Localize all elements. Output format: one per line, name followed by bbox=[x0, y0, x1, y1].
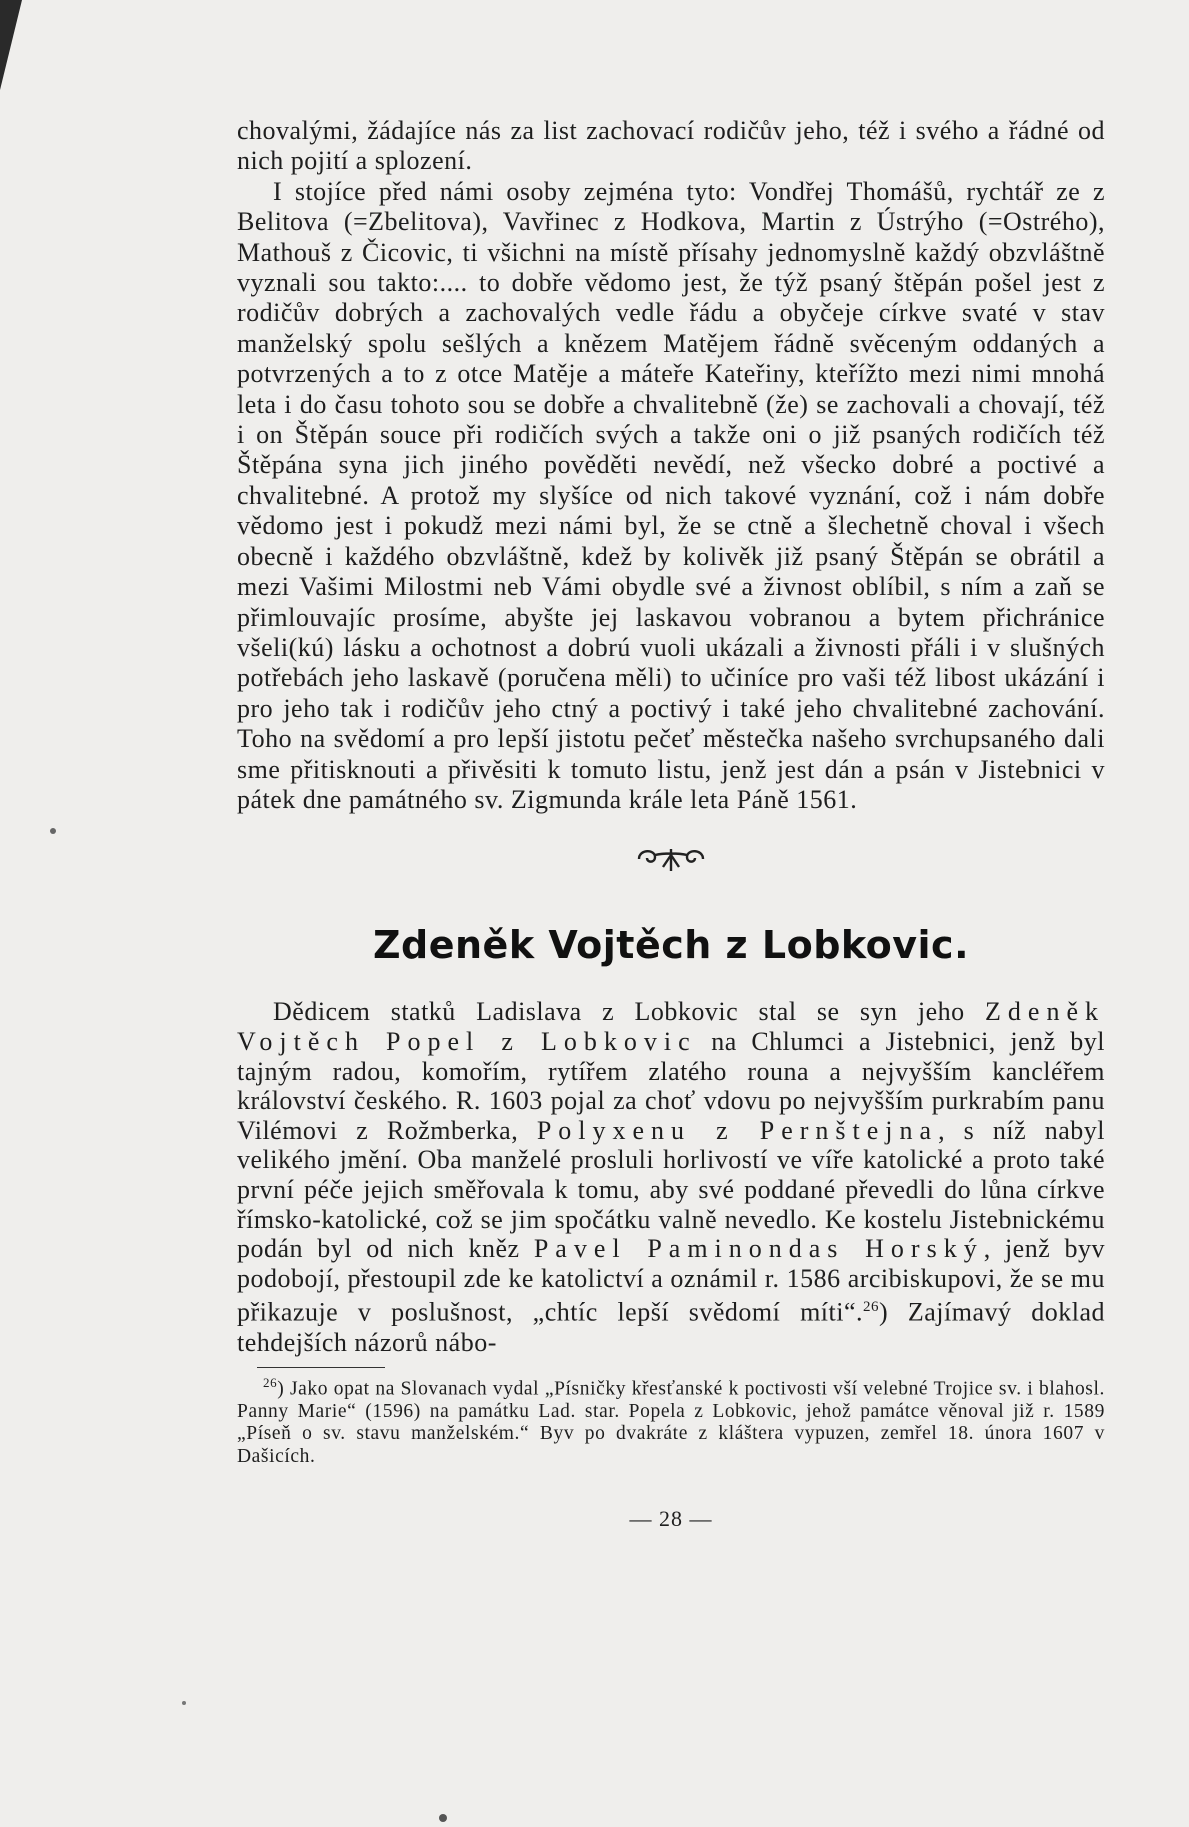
speck-mark bbox=[439, 1814, 447, 1822]
footnote-reference: 26 bbox=[863, 1299, 880, 1316]
person-name-pavel: Pavel Paminondas Horský bbox=[533, 1234, 984, 1264]
person-name-zdenek: Zdeněk Vojtěch Popel z Lobkovic bbox=[237, 997, 1105, 1056]
footnote-text: ) Jako opat na Slovanach vydal „Písničky křesťanské k poctivosti vší velebné Trojice sv. i blahosl. Panny Marie“ (1596) na památku Lad. star. Popela z Lobkovic, jehož památce věnoval již r. 1589 „Píseň o sv. stavu manželském.“ Byv po dvakráte z kláštera vypuzen, zemřel 18. února 1607 v Dašicích. bbox=[237, 1378, 1105, 1467]
paragraph-2: I stojíce před námi osoby zejména tyto: Vondřej Thomášů, rychtář ze z Belitova (=Zbelitova), Vavřinec z Hodkova, Martin z Ústrýho (=Ostrého), Mathouš z Čicovic, ti všichni na místě přísahy jednomyslně každý obzvláštně vyznali sou takto:.... to dobře vědomo jest, že týž psaný štěpán pošel jest z rodičův dobrých a zachovalých vedle řádu a obyčeje církve svaté v stav manželský spolu sešlých a knězem Matějem řádně svěceným oddaných a potvrzených a to z otce Matěje a máteře Kateřiny, kteřížto mezi nimi mnohá leta i do času tohoto sou se dobře a chvalitebně (že) se zachovali a chovají, též i on Štěpán souce při rodičích svých a takže oni o již psaných rodičích též Štěpána syna jich jiného pověděti nevědí, než všecko dobré a poctivé a chvalitebné. A protož my slyšíce od nich takové vyznání, což i nám dobře vědomo jest i pokudž mezi námi byl, že se ctně a šlechetně choval i všech obecně i každého obzvláštně, kdež by kolivěk již psaný Štěpán se obrátil a mezi Vašimi Milostmi neb Vámi obydle své a živnost oblíbil, s ním a zaň se přimlouvajíc prosíme, abyšte jej laskavou vobranou a bytem přichránice všeli(kú) lásku a ochotnost a dobrú vuoli ukázali a živnosti přáli i v slušných potřebách jeho laskavě (poručena měli) to učiníce pro vaši též libost ukázání i pro jeho tak i rodičův jeho ctný a poctivý i také jeho chvalitebné zachování. Toho na svědomí a pro lepší jistotu pečeť městečka našeho svrchupsaného dali sme přitisknouti a přivěsiti k tomuto listu, jenž jest dán a psán v Jistebnici v pátek dne památného sv. Zigmunda krále leta Páně 1561. bbox=[237, 176, 1105, 814]
person-name-polyxena: Polyxenu z Pernštejna bbox=[536, 1115, 939, 1145]
chapter-text-part: ) Zajímavý doklad tehdejších názorů nábo- bbox=[237, 1297, 1105, 1357]
page-number: — 28 — bbox=[629, 1506, 713, 1532]
chapter-text-part: , s níž nabyl velikého jmění. Oba manželé prosluli horlivostí ve víře katolické a proto také první péče jejich směřovala k tomu, aby své poddané převedli do lůna církve římsko-katolické, což se jim spočátku valně nevedlo. Ke kostelu Jistebnickému podán byl od nich kněz bbox=[237, 1115, 1105, 1264]
paragraph-1: chovalými, žádajíce nás za list zachovací rodičův jeho, též i svého a řádné od nich pojití a splození. bbox=[237, 116, 1105, 176]
chapter-heading: Zdeněk Vojtěch z Lobkovic. bbox=[372, 923, 970, 968]
speck-mark bbox=[182, 1701, 186, 1705]
chapter-text-part: Dědicem statků Ladislava z Lobkovic stal se syn jeho bbox=[273, 997, 986, 1027]
footnote-marker: 26 bbox=[263, 1375, 278, 1391]
chapter-text-part: , jenž byv podobojí, přestoupil zde ke katolictví a oznámil r. 1586 arcibiskupovi, že se mu přikazuje v poslušnost, „chtíc lepší svědomí míti“. bbox=[237, 1234, 1106, 1327]
chapter-text-part: na Chlumci a Jistebnici, jenž byl tajným radou, komořím, rytířem zlatého rouna a nejvyšším kancléřem království českého. R. 1603 pojal za choť vdovu po nejvyšším purkrabím panu Vilémovi z Rožmberka, bbox=[237, 1026, 1105, 1145]
speck-mark bbox=[50, 828, 56, 834]
